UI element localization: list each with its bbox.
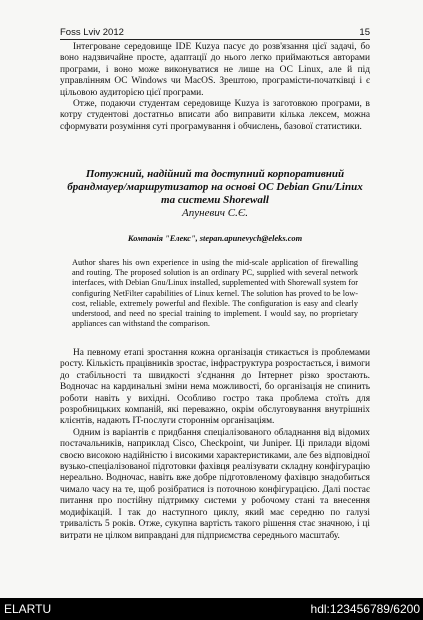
article-author: Апуневич С.Є.: [182, 207, 248, 219]
page-number: 15: [359, 27, 370, 38]
repository-name: ELARTU: [4, 602, 52, 616]
conference-name: Foss Lviv 2012: [60, 27, 124, 38]
paragraph: Одним із варіантів є придбання спеціалізованого обладнання від відомих постачальників, наприклад Cisco, Checkpoint, чи Juniper. Ці прилади відомі своєю високою надійністю і високими характеристиками, але без відповідної вузько-спеціалізованої підготовки фахівця реалізувати складну конфігурацію нереально. Водночас, навіть вже добре підготовленому фахівцю знадобиться чимало часу на те, щоб розібратися із поточною конфігурацією. Далі постає питання про постійну підтримку системи у робочому стані та внесення модифікацій. І так до наступного циклу, який має середню по галузі тривалість 5 років. Отже, сукупна вартість такого рішення стає значною, і ці витрати не цілком виправдані для підприємства середнього масштабу.: [60, 427, 370, 541]
paragraph: На певному етапі зростання кожна організація стикається із проблемами росту. Кількість працівників зростає, інфраструктура розростається, і вимоги до стабільності та швидкості з'єднання до Інтернет різко зростають. Водночас на кардинальні зміни нема можливості, бо організація не спинить роботи навіть у вихідні. Особливо гостро така проблема стоїть для розробницьких компаній, які переважно, окрім обслуговування внутрішніх клієнтів, надають IT-послуги стороннім організаціям.: [60, 348, 370, 427]
author-affiliation: Компанія "Елекс", stepan.apunevych@eleks.com: [127, 234, 303, 243]
paragraph: Інтегроване середовище IDE Kuzya пасує до розв'язання цієї задачі, бо воно надзвичайне просте, адаптації до нього легко приймаються авторами програми, і воно може виконуватися не лише на ОС Linux, але й під управлінням ОС Windows чи MacOS. Зрештою, програмісти-початківці і є цільовою аудиторією цієї програми.: [60, 42, 370, 98]
viewer-footer-bar: [0, 598, 423, 620]
handle-identifier: hdl:123456789/6200: [310, 602, 420, 616]
intro-text: [60, 42, 370, 133]
article-body: [60, 348, 370, 542]
abstract: Author shares his own experience in using the mid-scale application of firewalling and routing. The proposed solution is an ordinary PC, supplied with several network interfaces, with Debian Gnu/Linux installed, supplemented with Shorewall system for configuring NetFilter capabilities of Linux kernel. The solution has proved to be low-cost, reliable, extremely powerful and flexible. The configuration is easy and clearly understood, and need no special training to implement. I would say, no proprietary appliances can withstand the comparison.: [72, 258, 358, 329]
article-title: Потужний, надійний та доступний корпоративний брандмауер/маршрутизатор на основі ОС Debian Gnu/Linux та системи Shorewall: [67, 168, 363, 206]
paragraph: Отже, подаючи студентам середовище Kuzya із заготовкою програми, в котру студентові достатньо вписати або виправити кілька лексем, можна сформувати розуміння суті програмування і обчислень, базової статистики.: [60, 99, 370, 132]
running-header: [60, 27, 370, 40]
